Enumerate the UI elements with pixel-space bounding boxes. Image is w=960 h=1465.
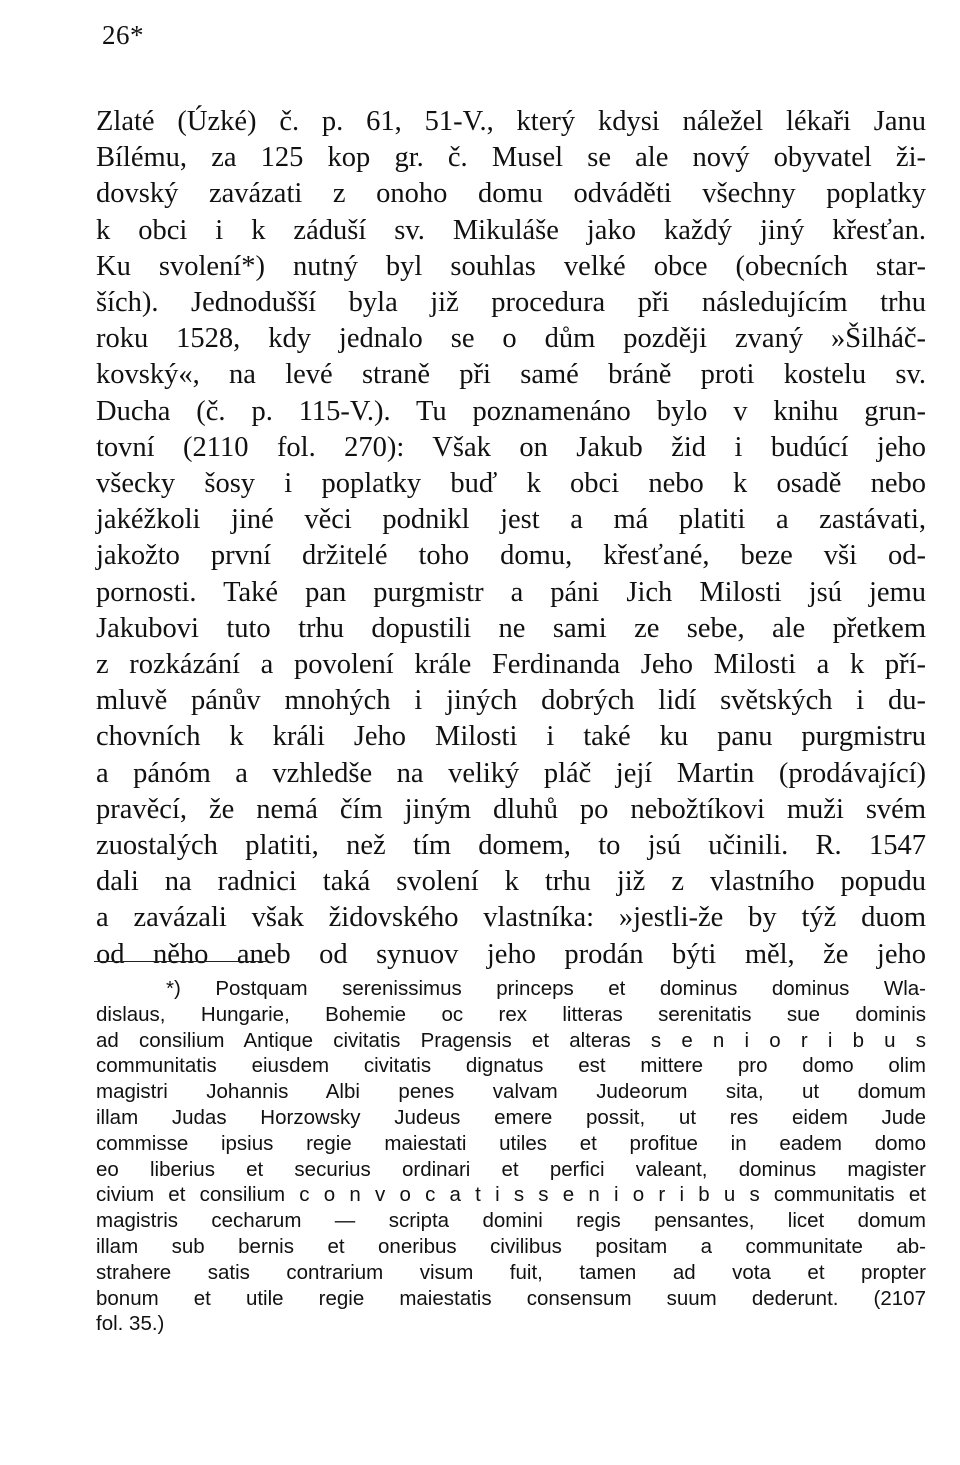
text-line: a zavázali však židovského vlastníka: »jestli-že by týž duom [96, 902, 926, 934]
text-line: pornosti. Také pan purgmistr a páni Jich Milosti jsú jemu [96, 576, 926, 608]
text-line: kovský«, na levé straně při samé bráně proti kostelu sv. [96, 359, 926, 391]
text-line: zuostalých platiti, než tím domem, to jsú učinili. R. 1547 [96, 830, 926, 862]
footnote-line: commisse ipsius regie maiestati utiles et profitue in eadem domo [96, 1131, 926, 1155]
text-line: k obci i k záduší sv. Mikuláše jako každý jiný křesťan. [96, 214, 926, 246]
footnote-line: eo liberius et securius ordinari et perfici valeant, dominus magister [96, 1157, 926, 1181]
footnote-line: communitatis eiusdem civitatis dignatus est mittere pro domo olim [96, 1054, 926, 1078]
footnote-line: fol. 35.) [96, 1312, 165, 1336]
text-line: od něho aneb od synuov jeho prodán býti měl, že jeho [96, 938, 926, 970]
text-line: všecky šosy i poplatky buď k obci nebo k osadě nebo [96, 468, 926, 500]
text-line: a pánóm a vzhledše na veliký pláč její Martin (prodávající) [96, 757, 926, 789]
text-line: tovní (2110 fol. 270): Však on Jakub žid i budúcí jeho [96, 431, 926, 463]
text-line: pravěcí, že nemá čím jiným dluhů po nebožtíkovi muži svém [96, 793, 926, 825]
footnote-line: bonum et utile regie maiestatis consensum suum dederunt. (2107 [96, 1286, 926, 1310]
footnote-divider [94, 961, 266, 962]
main-text [96, 104, 926, 973]
text-line: roku 1528, kdy jednalo se o dům později zvaný »Šilháč- [96, 323, 926, 355]
text-line: Bílému, za 125 kop gr. č. Musel se ale nový obyvatel ži- [96, 142, 926, 174]
footnote-line: strahere satis contrarium visum fuit, tamen ad vota et propter [96, 1260, 926, 1284]
text-line: Ducha (č. p. 115-V.). Tu poznamenáno bylo v knihu grun- [96, 395, 926, 427]
footnote-line: *) Postquam serenissimus princeps et dominus dominus Wla- [166, 977, 926, 1000]
footnote-line: magistri Johannis Albi penes valvam Judeorum sita, ut domum [96, 1080, 926, 1104]
footnote-line: dislaus, Hungarie, Bohemie oc rex litteras serenitatis sue dominis [96, 1002, 926, 1026]
text-line: jakéžkoli jiné věci podnikl jest a má platiti a zastávati, [96, 504, 926, 536]
text-line: z rozkázání a povolení krále Ferdinanda Jeho Milosti a k pří- [96, 649, 926, 681]
text-line: mluvě pánův mnohých i jiných dobrých lidí světských i du- [96, 685, 926, 717]
text-line: chovních k králi Jeho Milosti i také ku panu purgmistru [96, 721, 926, 753]
footnote-line: magistris cecharum — scripta domini regis pensantes, licet domum [96, 1209, 926, 1233]
footnote-line: illam sub bernis et oneribus civilibus positam a communitate ab- [96, 1234, 926, 1258]
text-line: dali na radnici taká svolení k trhu již z vlastního popudu [96, 866, 926, 898]
footnote-line: illam Judas Horzowsky Judeus emere possit, ut res eidem Jude [96, 1105, 926, 1129]
text-line: Jakubovi tuto trhu dopustili ne sami ze sebe, ale přetkem [96, 612, 926, 644]
text-line: Zlaté (Úzké) č. p. 61, 51-V., který kdysi náležel lékaři Janu [96, 106, 926, 137]
text-line: Ku svolení*) nutný byl souhlas velké obce (obecních star- [96, 250, 926, 282]
text-line: ších). Jednodušší byla již procedura při následujícím trhu [96, 287, 926, 319]
footnote [96, 976, 926, 1337]
page-number: 26* [102, 20, 144, 50]
footnote-line: civium et consilium c o n v o c a t i s s e n i o r i b u s communitatis et [96, 1183, 926, 1207]
footnote-line: ad consilium Antique civitatis Pragensis et alteras s e n i o r i b u s [96, 1028, 926, 1052]
text-line: jakožto první držitelé toho domu, křesťané, beze vši od- [96, 540, 926, 572]
text-line: dovský zavázati z onoho domu odváděti všechny poplatky [96, 178, 926, 210]
